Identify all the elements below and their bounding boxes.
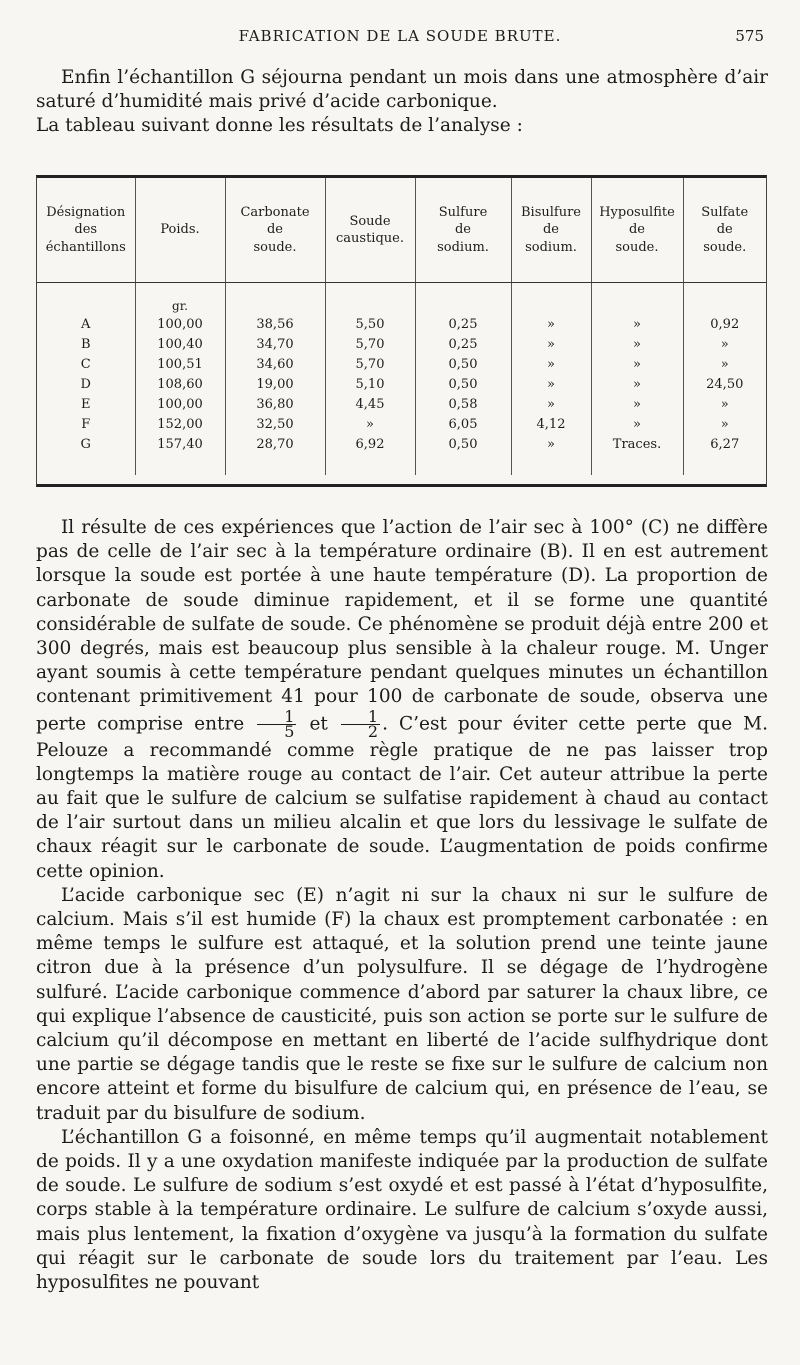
body-text xyxy=(36,516,768,1295)
intro-line-2: La tableau suivant donne les résultats de l’analyse : xyxy=(36,115,523,137)
table-cell: 6,27 xyxy=(683,435,766,455)
table-cell: » xyxy=(511,315,591,335)
table-row xyxy=(37,315,766,335)
unit-cell xyxy=(591,283,683,316)
table-filler-cell xyxy=(591,455,683,475)
table-filler-cell xyxy=(325,455,415,475)
table-cell: » xyxy=(591,315,683,335)
table-row xyxy=(37,375,766,395)
table-cell: 6,05 xyxy=(415,415,511,435)
table-cell: » xyxy=(683,355,766,375)
table-cell: » xyxy=(511,355,591,375)
table-cell: » xyxy=(683,395,766,415)
table-cell: » xyxy=(591,395,683,415)
table-row xyxy=(37,435,766,455)
table-cell: » xyxy=(511,335,591,355)
table-cell: » xyxy=(591,415,683,435)
unit-cell xyxy=(37,283,135,316)
table-cell: 36,80 xyxy=(225,395,325,415)
table-row xyxy=(37,415,766,435)
paragraph-1-conjunction: et xyxy=(309,713,328,735)
table-cell: 152,00 xyxy=(135,415,225,435)
unit-cell xyxy=(683,283,766,316)
column-header-line: Soude xyxy=(349,213,391,229)
column-header-line: de xyxy=(628,222,645,238)
table-cell: 4,45 xyxy=(325,395,415,415)
paragraph-1-end: . C’est pour éviter cette perte que M. Pelouze a recommandé comme règle pratique de ne pas laisser trop longtemps la matière rouge au contact de l’air. Cet auteur attribue la perte au fait que le sulfure de calcium se sulfatise rapidement à chaud au contact de l’air surtout dans un milieu alcalin et que lors du lessivage le sulfate de chaux réagit sur le carbonate de soude. L’augmentation de poids confirme cette opinion. xyxy=(36,713,768,882)
column-header xyxy=(511,178,591,283)
sample-label-cell: F xyxy=(81,417,91,433)
table-cell: 34,70 xyxy=(225,335,325,355)
column-header-line: sodium. xyxy=(437,239,489,255)
column-header xyxy=(225,178,325,283)
intro-paragraph xyxy=(36,66,768,139)
table-cell: » xyxy=(511,395,591,415)
table-filler-cell xyxy=(37,455,135,475)
column-header-line: Désignation xyxy=(46,204,126,220)
analysis-table xyxy=(36,175,767,487)
column-header-line: Sulfure xyxy=(438,204,488,220)
intro-line-1: Enfin l’échantillon G séjourna pendant un mois dans une atmosphère d’air saturé d’humidité mais privé d’acide carbonique. xyxy=(36,67,768,113)
table-cell: 100,51 xyxy=(135,355,225,375)
table-cell: 100,00 xyxy=(135,315,225,335)
table-cell: 38,56 xyxy=(225,315,325,335)
sample-label-cell: E xyxy=(81,397,91,413)
table-cell: 0,58 xyxy=(415,395,511,415)
table-cell: 32,50 xyxy=(225,415,325,435)
column-header-line: échantillons xyxy=(45,239,126,255)
table-cell: » xyxy=(683,415,766,435)
paragraph-3: L’échantillon G a foisonné, en même temps qu’il augmentait notablement de poids. Il y a une oxydation manifeste indiquée par la production de sulfate de soude. Le sulfure de sodium s’est oxydé et est passé à l’état d’hyposulfite, corps stable à la température ordinaire. Le sulfure de calcium s’oxyde aussi, mais plus lentement, la fixation d’oxygène va jusqu’à la formation du sulfate qui réagit sur le carbonate de soude lors du traitement par l’eau. Les hyposulfites ne pouvant xyxy=(36,1126,768,1294)
table-cell: 4,12 xyxy=(511,415,591,435)
page-number: 575 xyxy=(735,27,764,45)
paragraph-1-start: Il résulte de ces expériences que l’action de l’air sec à 100° (C) ne diffère pas de celle de l’air sec à la température ordinaire (B). Il en est autrement lorsque la soude est portée à une haute température (D). La proportion de carbonate de soude diminue rapidement, et il se forme une quantité considérable de sulfate de soude. Ce phénomène se produit déjà entre 200 et 300 degrés, mais est beaucoup plus sensible à la chaleur rouge. M. Unger ayant soumis à cette température pendant quelques minutes un échantillon contenant primitivement 41 pour 100 de carbonate de soude, observa une perte comprise entre xyxy=(36,517,768,735)
table-cell: 0,50 xyxy=(415,375,511,395)
table-filler-cell xyxy=(683,455,766,475)
sample-label-cell: D xyxy=(80,377,91,393)
paragraph-2: L’acide carbonique sec (E) n’agit ni sur la chaux ni sur le sulfure de calcium. Mais s’il est humide (F) la chaux est promptement carbonatée : en même temps le sulfure est attaqué, et la solution prend une teinte jaune citron due à la présence d’un polysulfure. Il se dégage de l’hydrogène sulfuré. L’acide carbonique commence d’abord par saturer la chaux libre, ce qui explique l’absence de causticité, puis son action se porte sur le sulfure de calcium qu’il décompose en mettant en liberté de l’acide sulfhydrique dont une partie se dégage tandis que le reste se fixe sur le sulfure de calcium non encore atteint et forme du bisulfure de calcium qui, en présence de l’eau, se traduit par du bisulfure de sodium. xyxy=(36,884,768,1124)
table-cell: 0,25 xyxy=(415,315,511,335)
table-filler-cell xyxy=(511,455,591,475)
table-filler-row xyxy=(37,455,766,475)
table-cell: » xyxy=(683,335,766,355)
column-header-line: Sulfate xyxy=(701,204,749,220)
table-filler-cell xyxy=(135,455,225,475)
column-header-line: Carbonate xyxy=(240,204,310,220)
table-cell: 100,40 xyxy=(135,335,225,355)
fraction-one-half: $\frac{1}{2}$ xyxy=(341,710,380,739)
table-cell: 100,00 xyxy=(135,395,225,415)
column-header-line: des xyxy=(74,222,98,238)
unit-cell xyxy=(511,283,591,316)
table-cell: » xyxy=(511,435,591,455)
unit-cell xyxy=(415,283,511,316)
table-cell: » xyxy=(591,335,683,355)
table-cell: 5,70 xyxy=(325,335,415,355)
table-cell: Traces. xyxy=(591,435,683,455)
table-cell: 0,50 xyxy=(415,355,511,375)
table-cell: 157,40 xyxy=(135,435,225,455)
table-cell: 0,92 xyxy=(683,315,766,335)
unit-row xyxy=(37,283,766,316)
table-cell: » xyxy=(591,355,683,375)
column-header-line: caustique. xyxy=(336,231,404,246)
running-head: FABRICATION DE LA SOUDE BRUTE. xyxy=(238,27,562,45)
column-header-line: sodium. xyxy=(525,239,577,255)
column-header-line: de xyxy=(542,222,559,238)
column-header-line: de xyxy=(454,222,471,238)
table-cell: 24,50 xyxy=(683,375,766,395)
column-header-line: de xyxy=(266,222,283,238)
table-row xyxy=(37,335,766,355)
sample-label-cell: C xyxy=(80,357,91,373)
column-header xyxy=(135,178,225,283)
table-cell: 108,60 xyxy=(135,375,225,395)
sample-label-cell: B xyxy=(80,337,91,353)
table-cell: 28,70 xyxy=(225,435,325,455)
table-cell: 0,25 xyxy=(415,335,511,355)
table-header-row xyxy=(37,178,766,283)
table-cell: » xyxy=(325,415,415,435)
column-header xyxy=(415,178,511,283)
table-cell: 0,50 xyxy=(415,435,511,455)
table-cell: » xyxy=(591,375,683,395)
table-cell: 5,50 xyxy=(325,315,415,335)
table-cell: » xyxy=(511,375,591,395)
unit-cell xyxy=(225,283,325,316)
column-header xyxy=(591,178,683,283)
column-header-line: soude. xyxy=(253,239,297,255)
table-cell: 6,92 xyxy=(325,435,415,455)
column-header-line: Hyposulfite xyxy=(599,204,675,220)
column-header-line: Bisulfure xyxy=(520,204,581,220)
column-header xyxy=(683,178,766,283)
table-body xyxy=(37,283,766,476)
page-header xyxy=(0,27,800,51)
paragraph-1 xyxy=(36,516,768,884)
column-header-line: soude. xyxy=(615,239,659,255)
table-cell: 19,00 xyxy=(225,375,325,395)
unit-cell: gr. xyxy=(135,283,225,316)
unit-cell xyxy=(325,283,415,316)
table-cell: 5,10 xyxy=(325,375,415,395)
column-header-line: Poids. xyxy=(160,222,200,238)
column-header xyxy=(37,178,135,283)
table-cell: 5,70 xyxy=(325,355,415,375)
table-filler-cell xyxy=(415,455,511,475)
column-header-line: de xyxy=(716,222,733,238)
table-cell: 34,60 xyxy=(225,355,325,375)
table-row xyxy=(37,395,766,415)
results-table xyxy=(37,178,766,475)
sample-label-cell: G xyxy=(80,437,91,453)
column-header-line: soude. xyxy=(703,239,747,255)
table-row xyxy=(37,355,766,375)
fraction-one-fifth: $\frac{1}{5}$ xyxy=(257,710,296,739)
column-header xyxy=(325,178,415,283)
sample-label-cell: A xyxy=(81,317,91,333)
table-filler-cell xyxy=(225,455,325,475)
